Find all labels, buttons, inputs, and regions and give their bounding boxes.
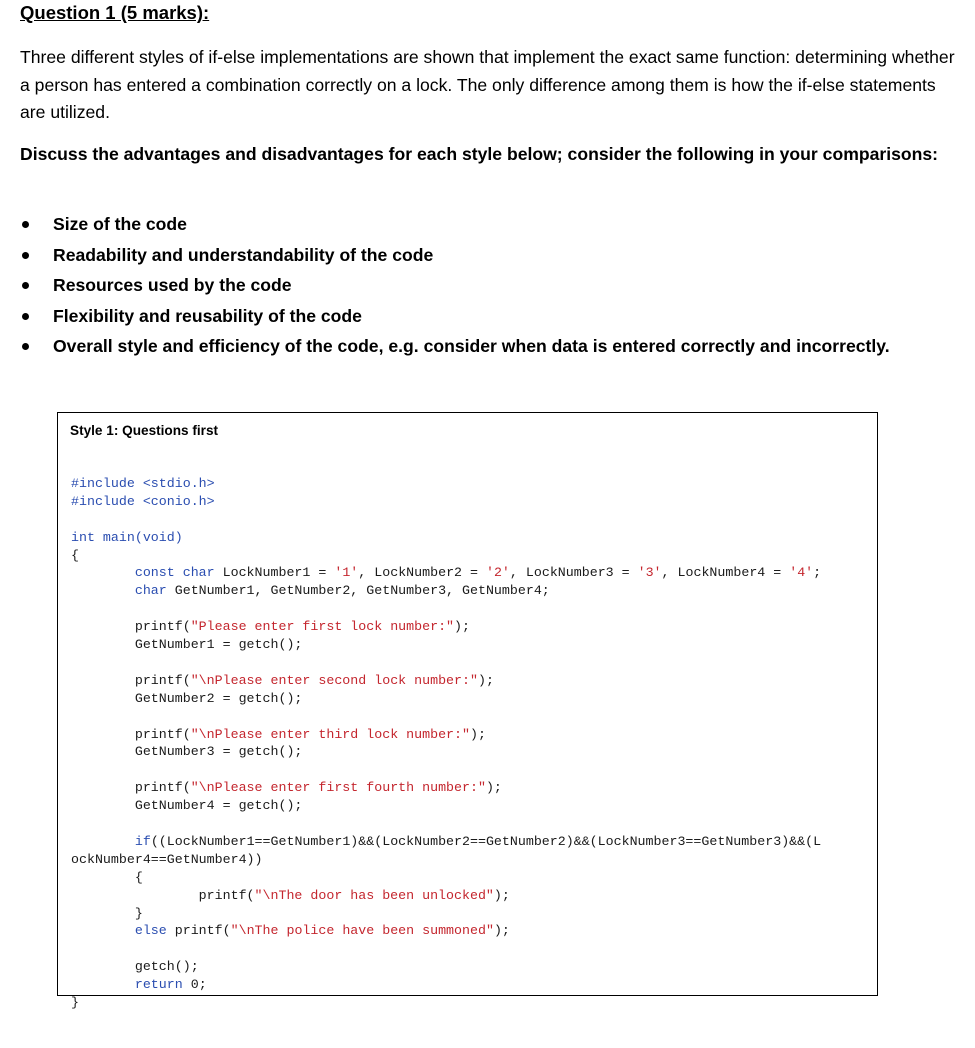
criteria-item xyxy=(0,271,893,300)
code-line: #include <stdio.h> xyxy=(71,475,215,491)
code-listing xyxy=(71,457,871,1048)
code-line: const char LockNumber1 = '1', LockNumber2 = '2', LockNumber3 = '3', LockNumber4 = '4'; xyxy=(134,565,822,581)
code-line: printf("\nPlease enter first fourth number:"); xyxy=(134,780,502,796)
code-line: GetNumber1 = getch(); xyxy=(134,637,303,653)
code-line: char GetNumber1, GetNumber2, GetNumber3, GetNumber4; xyxy=(134,583,550,599)
criteria-label: Resources used by the code xyxy=(53,275,292,295)
code-line: { xyxy=(134,869,143,885)
criteria-item xyxy=(0,302,893,331)
criteria-list xyxy=(0,210,975,363)
code-line: printf("\nThe door has been unlocked"); xyxy=(198,887,510,903)
question-intro: Three different styles of if-else implementations are shown that implement the exact same function: determining whether a person has entered a combination correctly on a lock. The only difference among them is how the if-else statements are utilized. xyxy=(20,47,955,122)
criteria-item xyxy=(0,241,893,270)
criteria-label: Overall style and efficiency of the code, e.g. consider when data is entered correctly and incorrectly. xyxy=(53,336,890,356)
code-line: getch(); xyxy=(134,959,199,975)
criteria-item xyxy=(0,332,893,361)
criteria-label: Readability and understandability of the code xyxy=(53,244,434,265)
code-line: printf("Please enter first lock number:"); xyxy=(134,619,470,635)
code-line: else printf("\nThe police have been summoned"); xyxy=(134,923,510,939)
code-line: GetNumber2 = getch(); xyxy=(134,690,303,706)
code-line: ockNumber4==GetNumber4)) xyxy=(71,851,263,867)
code-line: return 0; xyxy=(134,977,207,993)
criteria-label: Size of the code xyxy=(53,214,187,234)
criteria-label: Flexibility and reusability of the code xyxy=(53,305,362,326)
code-line: } xyxy=(71,995,79,1011)
code-line: { xyxy=(71,547,79,563)
code-line: #include <conio.h> xyxy=(71,493,215,509)
discuss-instruction: Discuss the advantages and disadvantages for each style below; consider the following in your comparisons: xyxy=(20,144,939,164)
bullet-icon xyxy=(22,313,29,320)
question-title: Question 1 (5 marks): xyxy=(20,2,210,23)
code-box xyxy=(57,412,878,1011)
code-line: if((LockNumber1==GetNumber1)&&(LockNumber2==GetNumber2)&&(LockNumber3==GetNumber3)&&(L xyxy=(134,833,822,849)
code-line: int main(void) xyxy=(71,529,183,545)
code-line: printf("\nPlease enter third lock number:"); xyxy=(134,726,486,742)
style-heading: Style 1: Questions first xyxy=(70,423,219,438)
code-line: } xyxy=(134,905,143,921)
bullet-icon xyxy=(22,343,29,350)
bullet-icon xyxy=(22,282,29,289)
criteria-item xyxy=(0,210,893,239)
bullet-icon xyxy=(22,252,29,259)
code-line: GetNumber3 = getch(); xyxy=(134,744,303,760)
code-line: printf("\nPlease enter second lock number:"); xyxy=(134,672,494,688)
code-line: GetNumber4 = getch(); xyxy=(134,798,303,814)
bullet-icon xyxy=(22,221,29,228)
